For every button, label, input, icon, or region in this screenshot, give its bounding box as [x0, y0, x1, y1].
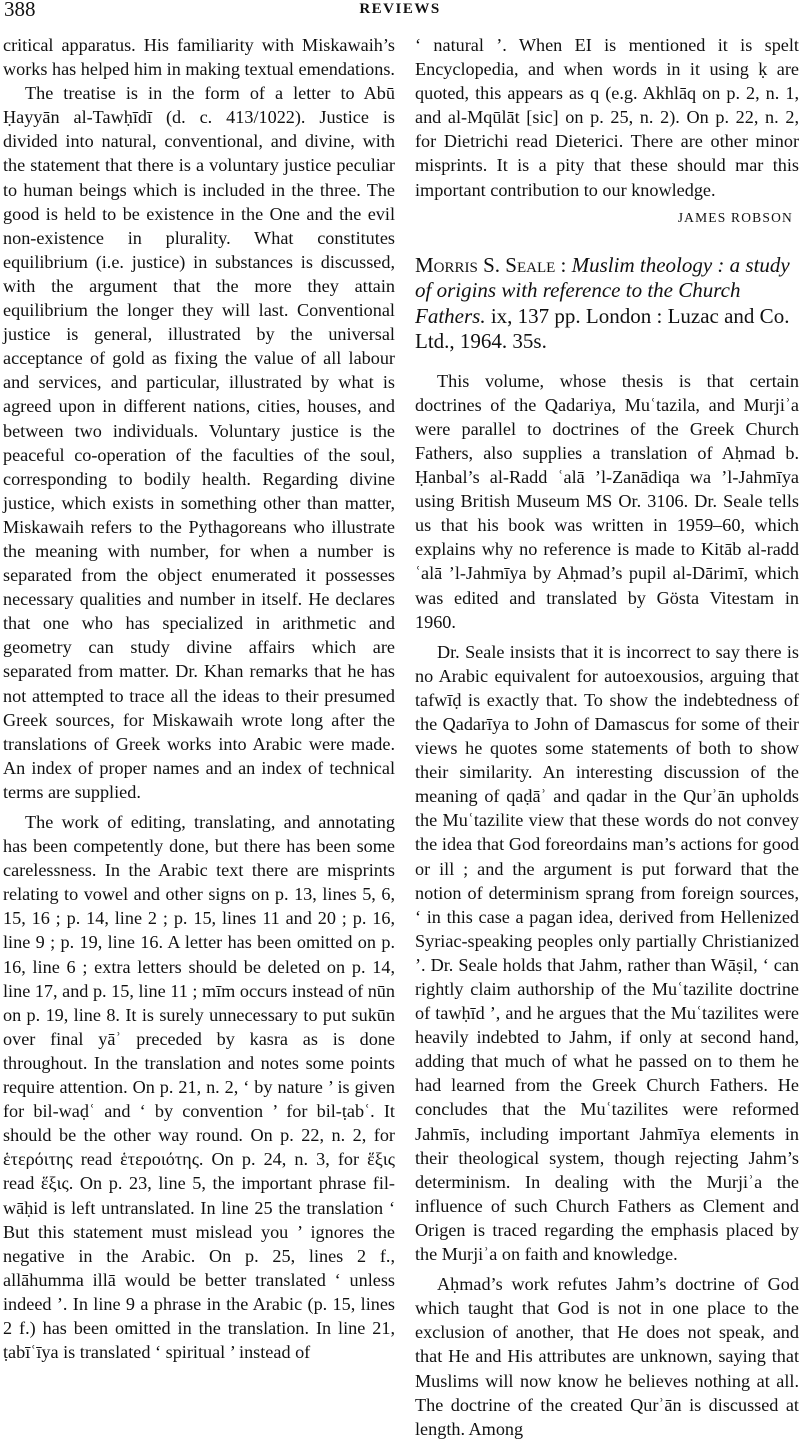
- left-column: [3, 33, 395, 1364]
- paragraph-treatise: The treatise is in the form of a letter to Abū Ḥayyān al-Tawḥīdī (d. c. 413/1022). Justice is divided into natural, conventional, and divine, with the statement that there is a voluntary justice peculiar to human beings which is included in the three. The good is held to be existence in the One and the evil non-existence in plurality. What constitutes equilibrium (i.e. justice) in substances is discussed, with the argument that the more they attain equilibrium the longer they will last. Conventional justice is general, illustrated by the universal acceptance of gold as fixing the value of all labour and services, and particular, illustrated by what is agreed upon in different nations, cities, houses, and between two individuals. Voluntary justice is the peaceful co-operation of the faculties of the soul, corresponding to bodily health. Regarding divine justice, which exists in something other than matter, Miskawaih refers to the Pythagoreans who illustrate the meaning with number, for when a number is separated from the object enumerated it possesses necessary qualities and number in itself. He declares that one who has specialized in arithmetic and geometry can study divine affairs which are separated from matter. Dr. Khan remarks that he has not attempted to trace all the ideas to their presumed Greek sources, for Miskawaih wrote long after the translations of Greek works into Arabic were made. An index of proper names and an index of technical terms are supplied.: [3, 83, 395, 802]
- review-heading: [415, 253, 799, 355]
- running-head: REVIEWS: [359, 1, 441, 17]
- paragraph-continuation: critical apparatus. His familiarity with Miskawaih’s works has helped him in making textual emendations.: [3, 35, 395, 80]
- page-header: [0, 0, 800, 20]
- paragraph-seale-insists: Dr. Seale insists that it is incorrect to say there is no Arabic equivalent for autoexousios, arguing that tafwīḍ is exactly that. To show the indebtedness of the Qadarīya to John of Damascus for some of their views he quotes some statements of both to show their similarity. An interesting discussion of the meaning of qaḍāʾ and qadar in the Qurʾān upholds the Muʿtazilite view that these words do not convey the idea that God foreordains man’s actions for good or ill ; and the argument is put forward that the notion of determinism sprang from foreign sources, ‘ in this case a pagan idea, derived from Hellenized Syriac-speaking peoples only partially Christianized ’. Dr. Seale holds that Jahm, rather than Wāṣil, ‘ can rightly claim authorship of the Muʿtazilite doctrine of tawḥīd ’, and he argues that the Muʿtazilites were heavily indebted to Jahm, if only at second hand, adding that much of what he passed on to them he had learned from the Greek Church Fathers. He concludes that the Muʿtazilites were reformed Jahmīs, including important Jahmīya elements in their theological system, though rejecting Jahm’s determinism. In dealing with the Murjiʾa the influence of such Church Fathers as Clement and Origen is traced regarding the emphasis placed by the Murjiʾa on faith and knowledge.: [415, 641, 799, 1265]
- paragraph-editing: The work of editing, translating, and annotating has been competently done, but there has been some carelessness. In the Arabic text there are misprints relating to vowel and other signs on p. 13, lines 5, 6, 15, 16 ; p. 14, line 2 ; p. 15, lines 11 and 20 ; p. 16, line 9 ; p. 19, line 16. A letter has been omitted on p. 16, line 6 ; extra letters should be deleted on p. 14, line 17, and p. 15, line 11 ; mīm occurs instead of nūn on p. 19, line 8. It is surely unnecessary to put sukūn over final yāʾ preceded by kasra as is done throughout. In the translation and notes some points require attention. On p. 21, n. 2, ‘ by nature ’ is given for bil-waḍʿ and ‘ by convention ’ for bil-ṭabʿ. It should be the other way round. On p. 22, n. 2, for ἑτερόιτης read ἑτεροιότης. On p. 24, n. 3, for ἕξις read ἕξις. On p. 23, line 5, the important phrase fil-wāḥid is left untranslated. In line 25 the translation ‘ But this statement must mislead you ’ ignores the negative in the Arabic. On p. 25, lines 2 f., allāhumma illā would be better translated ‘ unless indeed ’. In line 9 a phrase in the Arabic (p. 15, lines 2 f.) has been omitted in the translation. In line 21, ṭabīʿīya is translated ‘ spiritual ’ instead of: [3, 812, 395, 1363]
- paragraph-ahmad-work: Aḥmad’s work refutes Jahm’s doctrine of God which taught that God is not in one place to the exclusion of another, that He does not speak, and that He and His attributes are unknown, saying that Muslims will now know he believes nothing at all. The doctrine of the created Qurʾān is discussed at length. Among: [415, 1274, 799, 1439]
- reviewer-signature: JAMES ROBSON: [677, 209, 793, 225]
- review-author: Morris S. Seale :: [415, 252, 567, 277]
- paragraph-volume: This volume, whose thesis is that certain doctrines of the Qadariya, Muʿtazila, and Murjiʾa were parallel to doctrines of the Greek Church Fathers, also supplies a translation of Aḥmad b. Ḥanbal’s al-Radd ʿalā ’l-Zanādiqa wa ’l-Jahmīya using British Museum MS Or. 3106. Dr. Seale tells us that his book was written in 1959–60, which explains why no reference is made to Kitāb al-radd ʿalā ’l-Jahmīya by Aḥmad’s pupil al-Dārimī, which was edited and translated by Gösta Vitestam in 1960.: [415, 370, 799, 632]
- page-number: 388: [4, 0, 36, 21]
- review-book-details: ix, 137 pp. London : Luzac and Co. Ltd., 1964. 35s.: [415, 303, 790, 354]
- review-book-title: Muslim theology : a study of origins with reference to the Church Fathers.: [415, 252, 790, 328]
- paragraph-continuation-right: ‘ natural ’. When EI is mentioned it is spelt Encyclopedia, and when words in it using ḳ are quoted, this appears as q (e.g. Akhlāq on p. 2, n. 1, and al-Mqūlāt [sic] on p. 25, n. 2). On p. 22, n. 2, for Dietrichi read Dieterici. There are other minor misprints. It is a pity that these should mar this important contribution to our knowledge.: [415, 35, 799, 200]
- right-column: [415, 33, 799, 1441]
